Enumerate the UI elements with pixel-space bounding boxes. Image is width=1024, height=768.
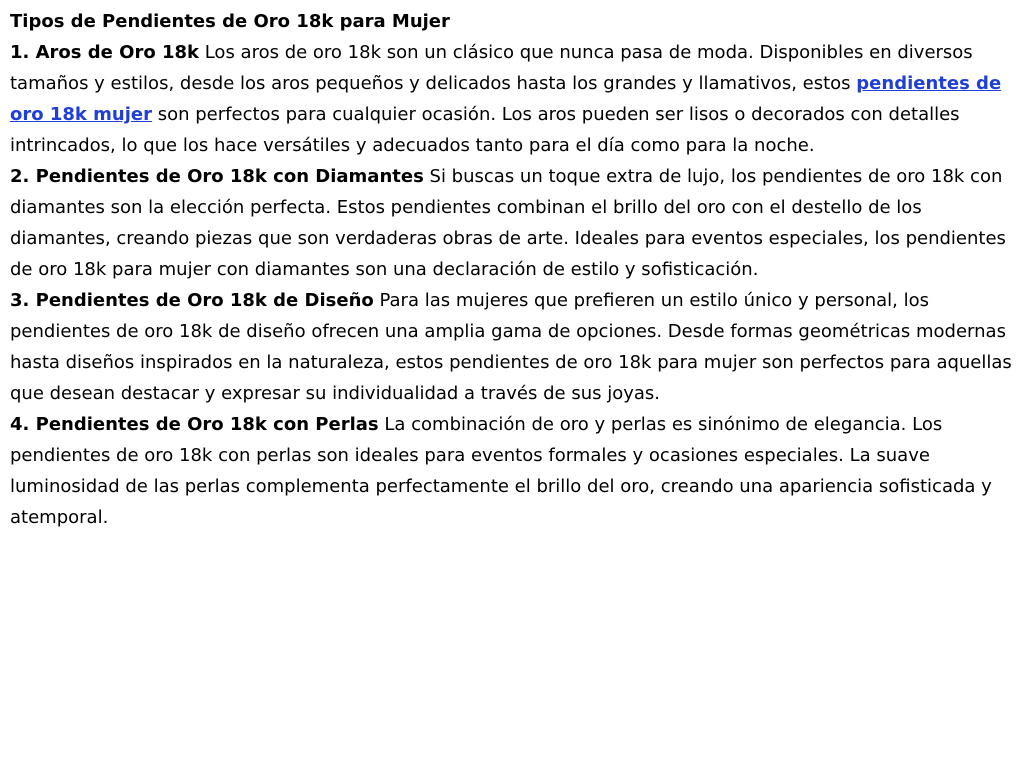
section-aros xyxy=(10,37,1014,161)
section-heading: 4. Pendientes de Oro 18k con Perlas xyxy=(10,414,379,435)
section-diamantes xyxy=(10,161,1014,285)
section-text: Si buscas un toque extra de lujo, los pendientes de oro 18k con diamantes son la elección perfecta. Estos pendientes combinan el brillo del oro con el destello de los diamantes, creando piezas que son verdaderas obras de arte. Ideales para eventos especiales, los pendientes de oro 18k para mujer con diamantes son una declaración de estilo y sofisticación. xyxy=(10,166,1006,280)
pendientes-link[interactable]: pendientes de oro 18k mujer xyxy=(10,73,1002,125)
page-title: Tipos de Pendientes de Oro 18k para Mujer xyxy=(10,11,450,32)
section-perlas xyxy=(10,409,1014,533)
section-heading: 2. Pendientes de Oro 18k con Diamantes xyxy=(10,166,424,187)
section-text: Para las mujeres que prefieren un estilo único y personal, los pendientes de oro 18k de diseño ofrecen una amplia gama de opciones. Desde formas geométricas modernas hasta diseños inspirados en la naturaleza, estos pendientes de oro 18k para mujer son perfectos para aquellas que desean destacar y expresar su individualidad a través de sus joyas. xyxy=(10,290,1012,404)
document-body xyxy=(10,6,1014,533)
section-heading: 3. Pendientes de Oro 18k de Diseño xyxy=(10,290,374,311)
section-text: Los aros de oro 18k son un clásico que nunca pasa de moda. Disponibles en diversos tamaños y estilos, desde los aros pequeños y delicados hasta los grandes y llamativos, estos xyxy=(10,42,973,94)
section-heading: 1. Aros de Oro 18k xyxy=(10,42,199,63)
section-diseno xyxy=(10,285,1014,409)
section-text: La combinación de oro y perlas es sinónimo de elegancia. Los pendientes de oro 18k con perlas son ideales para eventos formales y ocasiones especiales. La suave luminosidad de las perlas complementa perfectamente el brillo del oro, creando una apariencia sofisticada y atemporal. xyxy=(10,414,992,528)
section-text: son perfectos para cualquier ocasión. Los aros pueden ser lisos o decorados con detalles intrincados, lo que los hace versátiles y adecuados tanto para el día como para la noche. xyxy=(10,104,960,156)
